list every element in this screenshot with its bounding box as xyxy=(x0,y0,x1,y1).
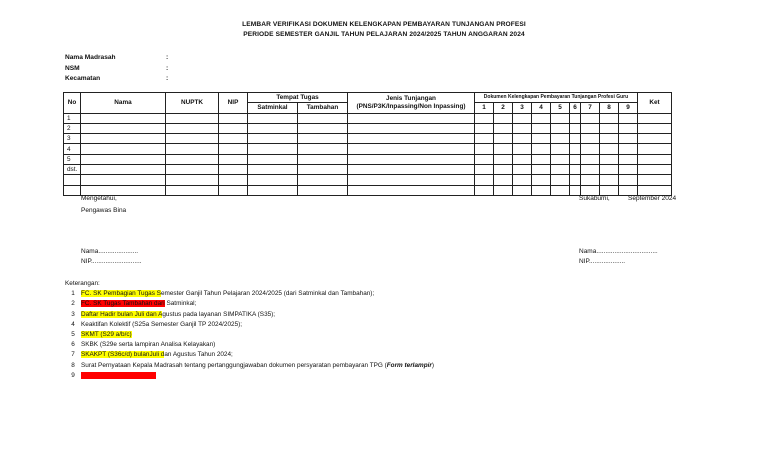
keterangan-item xyxy=(65,320,434,330)
document-title: LEMBAR VERIFIKASI DOKUMEN KELENGKAPAN PEMBAYARAN TUNJANGAN PROFESI xyxy=(242,21,526,28)
highlighted-text: TPP Triwulan 2 untuk ASN xyxy=(81,371,157,379)
table-cell xyxy=(513,144,532,154)
table-cell xyxy=(166,113,219,123)
table-cell xyxy=(81,123,166,133)
table-cell xyxy=(638,134,672,144)
closing-paren: ) xyxy=(431,361,435,369)
table-cell xyxy=(551,134,570,144)
italic-text: Form terlampir xyxy=(386,361,432,369)
table-cell xyxy=(81,134,166,144)
header-doc-9: 9 xyxy=(619,103,638,113)
meta-colon: : xyxy=(166,54,169,61)
table-cell xyxy=(619,113,638,123)
table-cell xyxy=(570,185,581,195)
keterangan-text xyxy=(81,320,242,330)
table-cell xyxy=(532,175,551,185)
table-cell xyxy=(166,154,219,164)
header-tempat-tugas: Tempat Tugas xyxy=(248,93,348,103)
table-cell xyxy=(638,165,672,175)
table-cell xyxy=(619,144,638,154)
table-cell xyxy=(166,123,219,133)
meta-colon: : xyxy=(166,75,169,82)
table-cell xyxy=(298,134,348,144)
plain-text: Surat Pernyataan Kepala Madrasah tentang pertanggungjawaban dokumen persyaratan pembayaran TPG ( xyxy=(81,361,387,369)
pengawas-label: Pengawas Bina xyxy=(81,207,127,214)
table-cell xyxy=(166,144,219,154)
keterangan-text xyxy=(81,371,156,381)
table-cell xyxy=(219,185,248,195)
header-doc-3: 3 xyxy=(513,103,532,113)
keterangan-item xyxy=(65,361,434,371)
table-cell xyxy=(532,134,551,144)
table-cell xyxy=(581,165,600,175)
keterangan-number: 9 xyxy=(71,371,75,379)
keterangan-text xyxy=(81,361,434,371)
header-dokumen: Dokumen Kelengkapan Pembayaran Tunjangan Profesi Guru xyxy=(475,93,638,103)
meta-row-nsm xyxy=(65,64,168,75)
table-cell xyxy=(219,123,248,133)
table-cell xyxy=(475,165,494,175)
keterangan-item xyxy=(65,299,434,309)
right-signer-nip: NIP.................... xyxy=(579,258,626,265)
table-cell xyxy=(248,185,298,195)
table-cell xyxy=(600,185,619,195)
table-cell xyxy=(600,175,619,185)
table-cell xyxy=(348,175,475,185)
table-cell xyxy=(348,154,475,164)
header-no: No xyxy=(64,93,81,114)
header-satminkal: Satminkal xyxy=(248,103,298,113)
keterangan-number: 3 xyxy=(71,310,75,318)
table-cell xyxy=(513,165,532,175)
document-subtitle: PERIODE SEMESTER GANJIL TAHUN PELAJARAN 2024/2025 TAHUN ANGGARAN 2024 xyxy=(243,31,525,38)
keterangan-list xyxy=(65,289,434,381)
table-cell xyxy=(600,165,619,175)
table-cell xyxy=(81,185,166,195)
place-label: Sukabumi, xyxy=(579,195,610,202)
table-cell xyxy=(248,134,298,144)
highlighted-text: SKMT (S29 a/b/c) xyxy=(81,331,132,339)
keterangan-number: 8 xyxy=(71,361,75,369)
table-cell xyxy=(570,165,581,175)
table-cell xyxy=(81,154,166,164)
table-cell xyxy=(166,165,219,175)
verification-table xyxy=(63,92,672,196)
header-doc-6: 6 xyxy=(570,103,581,113)
keterangan-number: 4 xyxy=(71,320,75,328)
right-signer-name: Nama.................................. xyxy=(579,248,658,255)
table-cell xyxy=(570,123,581,133)
highlighted-text: SKAKPT (S36c/d) bulanJuli d xyxy=(81,351,165,359)
table-cell xyxy=(570,154,581,164)
table-cell xyxy=(532,165,551,175)
table-cell xyxy=(494,154,513,164)
table-cell xyxy=(298,175,348,185)
header-doc-4: 4 xyxy=(532,103,551,113)
table-cell xyxy=(475,154,494,164)
table-cell xyxy=(570,113,581,123)
keterangan-section xyxy=(65,279,434,381)
left-signer-name: Nama...................... xyxy=(81,248,139,255)
table-cell xyxy=(494,134,513,144)
keterangan-text xyxy=(81,299,196,309)
plain-text: Keaktifan Kolektif (S25a Semester Ganjil TP 2024/2025); xyxy=(81,320,243,328)
keterangan-number: 7 xyxy=(71,351,75,359)
table-cell xyxy=(219,113,248,123)
row-number: 1 xyxy=(64,113,81,123)
meta-colon: : xyxy=(166,64,169,72)
table-cell xyxy=(532,154,551,164)
table-cell xyxy=(600,134,619,144)
table-cell xyxy=(619,154,638,164)
meta-label: Nama Madrasah xyxy=(65,54,116,61)
table-cell xyxy=(532,113,551,123)
table-row xyxy=(64,123,672,133)
plain-text: gustus pada layanan SIMPATIKA (S35); xyxy=(162,310,276,318)
table-cell xyxy=(219,134,248,144)
header-jenis-line1: Jenis Tunjangan xyxy=(386,95,436,103)
table-cell xyxy=(298,144,348,154)
table-row xyxy=(64,154,672,164)
table-cell xyxy=(348,113,475,123)
table-cell xyxy=(248,144,298,154)
table-cell xyxy=(532,123,551,133)
table-cell xyxy=(570,144,581,154)
table-cell xyxy=(513,134,532,144)
table-row xyxy=(64,113,672,123)
table-cell xyxy=(494,175,513,185)
table-cell xyxy=(513,154,532,164)
table-cell xyxy=(551,175,570,185)
meta-row-nama-madrasah xyxy=(65,53,168,64)
plain-text: Satminkal; xyxy=(164,300,197,308)
header-jenis-tunjangan xyxy=(348,93,475,114)
table-cell xyxy=(348,185,475,195)
highlighted-text: FC. SK Pembagian Tugas S xyxy=(81,290,161,298)
plain-text: emester Ganjil Tahun Pelajaran 2024/2025 (dari Satminkal dan Tambahan); xyxy=(160,290,375,298)
meta-label: Kecamatan xyxy=(65,75,101,82)
table-cell xyxy=(619,165,638,175)
table-cell xyxy=(81,113,166,123)
table-cell xyxy=(532,144,551,154)
keterangan-number: 6 xyxy=(71,341,75,349)
table-cell xyxy=(551,144,570,154)
table-cell xyxy=(600,113,619,123)
table-cell xyxy=(638,154,672,164)
table-cell xyxy=(219,154,248,164)
header-doc-2: 2 xyxy=(494,103,513,113)
meta-label: NSM xyxy=(65,64,80,72)
table-cell xyxy=(166,185,219,195)
header-jenis-line2: (PNS/P3K/Inpassing/Non Inpassing) xyxy=(356,102,466,110)
table-cell xyxy=(513,175,532,185)
table-body xyxy=(64,113,672,195)
table-cell xyxy=(494,185,513,195)
table-cell xyxy=(248,154,298,164)
table-cell xyxy=(348,144,475,154)
highlighted-text: FC. SK Tugas Tambahan dari xyxy=(81,300,165,308)
table-row xyxy=(64,185,672,195)
highlighted-text: Daftar Hadir bulan Juli dan A xyxy=(81,310,163,318)
table-cell xyxy=(619,185,638,195)
table-cell xyxy=(581,123,600,133)
header-doc-7: 7 xyxy=(581,103,600,113)
madrasah-info xyxy=(65,53,168,85)
table-cell xyxy=(475,123,494,133)
table-cell xyxy=(581,134,600,144)
table-cell xyxy=(494,113,513,123)
table-cell xyxy=(248,165,298,175)
table-row xyxy=(64,144,672,154)
keterangan-number: 2 xyxy=(71,300,75,308)
keterangan-item xyxy=(65,340,434,350)
header-nuptk: NUPTK xyxy=(166,93,219,114)
keterangan-item xyxy=(65,310,434,320)
table-cell xyxy=(600,144,619,154)
table-cell xyxy=(638,175,672,185)
plain-text: SKBK (S29e serta lampiran Analisa Kelayakan) xyxy=(81,341,216,349)
table-cell xyxy=(475,185,494,195)
table-cell xyxy=(475,144,494,154)
table-cell xyxy=(619,175,638,185)
table-cell xyxy=(494,123,513,133)
table-row xyxy=(64,175,672,185)
header-doc-5: 5 xyxy=(551,103,570,113)
table-cell xyxy=(638,113,672,123)
keterangan-item xyxy=(65,371,434,381)
keterangan-number: 1 xyxy=(71,290,75,298)
table-cell xyxy=(494,144,513,154)
keterangan-text xyxy=(81,310,275,320)
table-cell xyxy=(298,113,348,123)
table-cell xyxy=(513,113,532,123)
row-number: dst. xyxy=(64,165,81,175)
table-cell xyxy=(513,185,532,195)
table-cell xyxy=(166,134,219,144)
row-number: 2 xyxy=(64,123,81,133)
table-cell xyxy=(298,154,348,164)
row-number: 3 xyxy=(64,134,81,144)
table-cell xyxy=(348,165,475,175)
table-cell xyxy=(219,175,248,185)
table-cell xyxy=(581,185,600,195)
table-cell xyxy=(619,134,638,144)
table-cell xyxy=(166,175,219,185)
table-cell xyxy=(638,144,672,154)
keterangan-item xyxy=(65,330,434,340)
keterangan-label: Keterangan: xyxy=(65,280,100,287)
table-cell xyxy=(248,123,298,133)
table-cell xyxy=(475,134,494,144)
table-cell xyxy=(248,175,298,185)
row-number xyxy=(64,175,81,185)
table-cell xyxy=(551,123,570,133)
table-cell xyxy=(532,185,551,195)
keterangan-item xyxy=(65,350,434,360)
table-cell xyxy=(581,113,600,123)
table-cell xyxy=(219,165,248,175)
table-cell xyxy=(551,185,570,195)
table-cell xyxy=(81,165,166,175)
table-cell xyxy=(475,175,494,185)
header-nama: Nama xyxy=(81,93,166,114)
header-doc-1: 1 xyxy=(475,103,494,113)
table-cell xyxy=(348,134,475,144)
date-label: September 2024 xyxy=(628,195,677,202)
table-cell xyxy=(475,113,494,123)
table-cell xyxy=(570,134,581,144)
table-cell xyxy=(219,144,248,154)
header-ket: Ket xyxy=(638,93,672,114)
table-cell xyxy=(619,123,638,133)
header-nip: NIP xyxy=(219,93,248,114)
table-cell xyxy=(298,123,348,133)
table-cell xyxy=(551,113,570,123)
meta-row-kecamatan xyxy=(65,74,168,85)
table-cell xyxy=(581,175,600,185)
plain-text: an Agustus Tahun 2024; xyxy=(164,351,233,359)
keterangan-number: 5 xyxy=(71,331,75,339)
table-cell xyxy=(581,144,600,154)
keterangan-item xyxy=(65,289,434,299)
keterangan-text xyxy=(81,289,374,299)
table-cell xyxy=(348,123,475,133)
table-cell xyxy=(513,123,532,133)
table-cell xyxy=(570,175,581,185)
table-row xyxy=(64,165,672,175)
table-cell xyxy=(248,113,298,123)
table-row xyxy=(64,134,672,144)
table-cell xyxy=(298,165,348,175)
table-cell xyxy=(581,154,600,164)
header-doc-8: 8 xyxy=(600,103,619,113)
table-cell xyxy=(298,185,348,195)
table-cell xyxy=(600,154,619,164)
table-cell xyxy=(638,185,672,195)
table-cell xyxy=(551,165,570,175)
row-number: 5 xyxy=(64,154,81,164)
table-cell xyxy=(638,123,672,133)
table-cell xyxy=(81,175,166,185)
left-signer-nip: NIP............................ xyxy=(81,258,142,265)
keterangan-text xyxy=(81,340,215,350)
mengetahui-label: Mengetahui, xyxy=(81,195,117,202)
row-number xyxy=(64,185,81,195)
table-cell xyxy=(600,123,619,133)
table-cell xyxy=(81,144,166,154)
row-number: 4 xyxy=(64,144,81,154)
header-tambahan: Tambahan xyxy=(298,103,348,113)
table-cell xyxy=(551,154,570,164)
keterangan-text xyxy=(81,350,233,360)
keterangan-text xyxy=(81,330,132,340)
table-cell xyxy=(494,165,513,175)
